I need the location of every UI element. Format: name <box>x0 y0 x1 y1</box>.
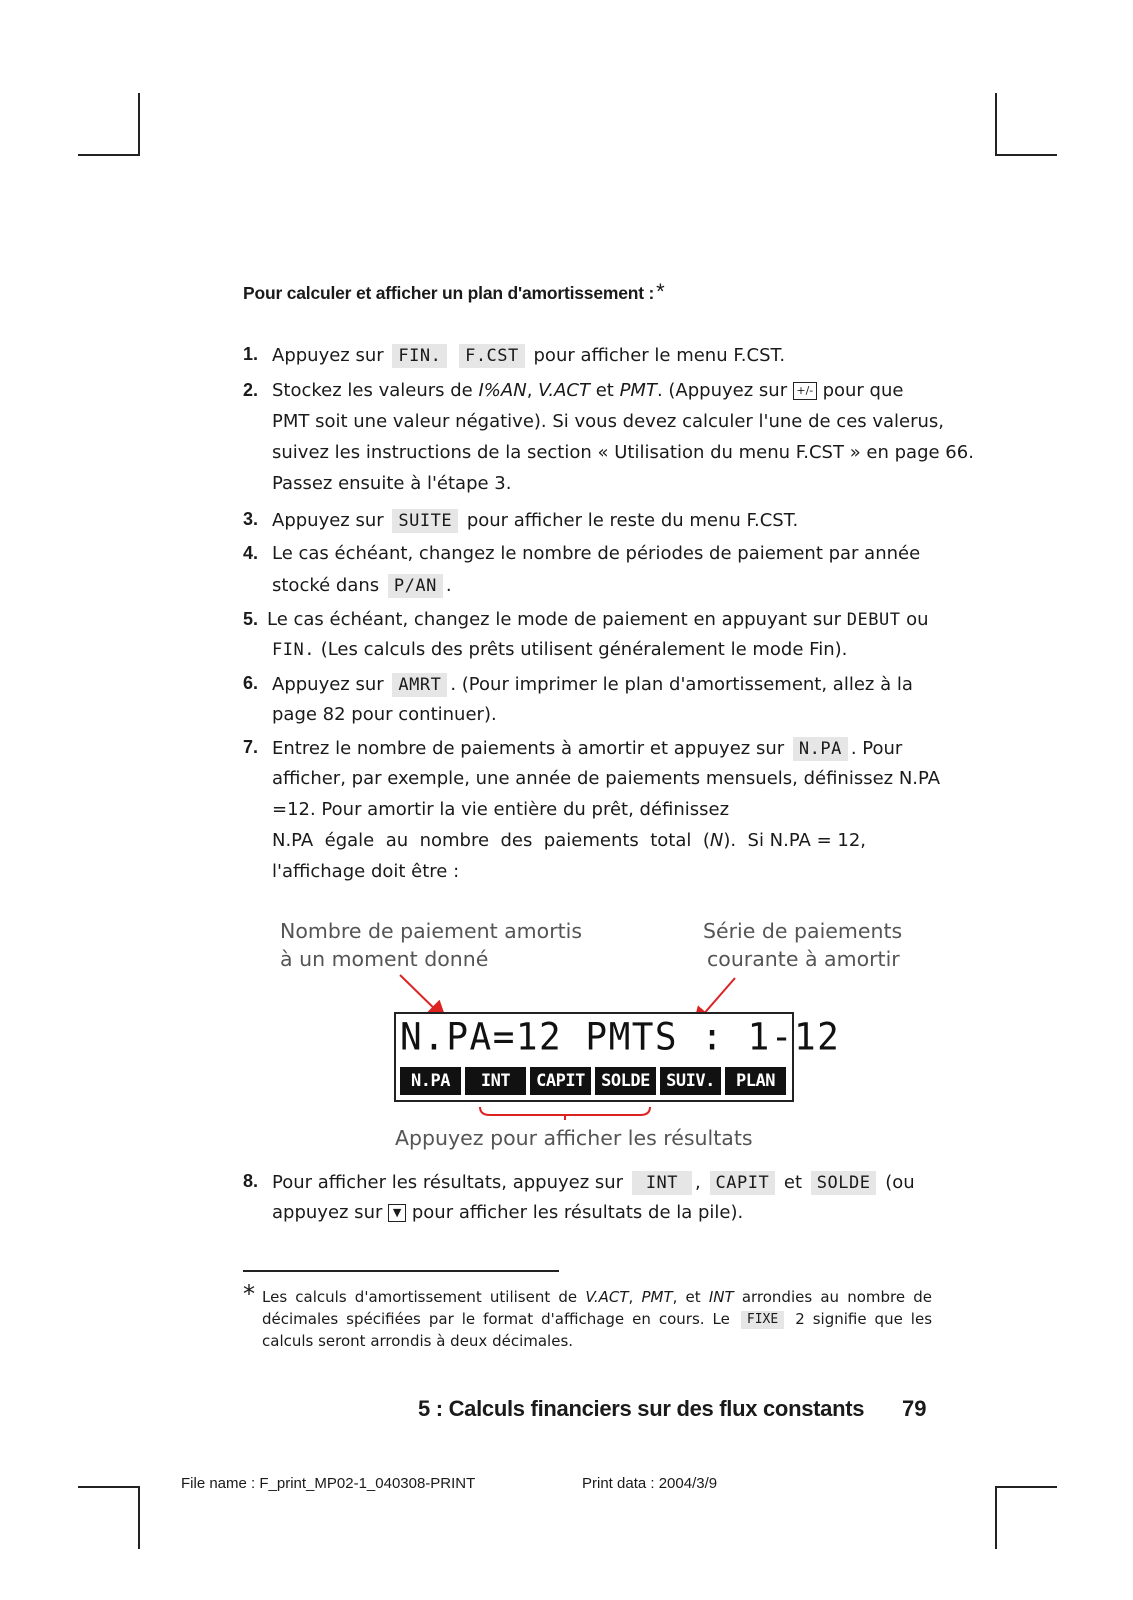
step-text: Appuyez sur <box>272 674 384 695</box>
step-line: suivez les instructions de la section « Utilisation du menu F.CST » en page 66. <box>272 442 974 463</box>
variable-name: V.ACT <box>538 380 590 401</box>
footnote-mark: * <box>243 1280 255 1308</box>
calculator-display <box>394 1012 841 1102</box>
int-softkey[interactable]: INT <box>632 1171 692 1195</box>
step-number: 7. <box>243 737 259 757</box>
footnote-part: Les calculs d'amortissement utilisent de <box>262 1288 586 1306</box>
step-line: afficher, par exemple, une année de paiements mensuels, définissez N.PA <box>272 768 941 789</box>
variable-name: N <box>709 830 724 851</box>
footnote-text <box>262 1286 932 1352</box>
step-text: pour afficher le menu F.CST. <box>533 345 786 366</box>
step-text: (Les calculs des prêts utilisent généralement le mode Fin). <box>320 639 848 660</box>
menu-npa[interactable]: N.PA <box>400 1067 461 1095</box>
variable-name: I%AN <box>478 380 527 401</box>
footnote-mark: * <box>656 279 665 304</box>
change-sign-key-icon[interactable]: +/- <box>793 382 817 400</box>
solde-softkey[interactable]: SOLDE <box>811 1171 877 1195</box>
step-number: 1. <box>243 344 259 364</box>
menu-suiv[interactable]: SUIV. <box>660 1067 721 1095</box>
npa-softkey[interactable]: N.PA <box>793 737 848 761</box>
step-text: . Pour <box>850 738 903 759</box>
step-text: N.PA égale au nombre des paiements total ( <box>272 830 710 851</box>
menu-int[interactable]: INT <box>465 1067 526 1095</box>
heading-text: Pour calculer et afficher un plan d'amortissement : <box>243 283 655 303</box>
debut-softkey[interactable]: DEBUT <box>846 610 901 630</box>
step-text: , <box>695 1172 701 1193</box>
display-menu-bar <box>400 1067 786 1095</box>
step-line: =12. Pour amortir la vie entière du prêt, définissez <box>272 799 730 820</box>
menu-capit[interactable]: CAPIT <box>530 1067 591 1095</box>
step-line: page 82 pour continuer). <box>272 704 497 725</box>
pan-softkey[interactable]: P/AN <box>388 574 443 598</box>
footnote-part: , <box>628 1288 642 1306</box>
menu-solde[interactable]: SOLDE <box>595 1067 656 1095</box>
variable-name: V.ACT <box>585 1288 629 1306</box>
step-text: (ou <box>885 1172 915 1193</box>
step-number: 6. <box>243 673 259 693</box>
step-text: et <box>783 1172 803 1193</box>
step-text: appuyez sur <box>272 1202 383 1223</box>
step-text: Appuyez sur <box>272 510 384 531</box>
step-text: pour afficher les résultats de la pile). <box>411 1202 744 1223</box>
capit-softkey[interactable]: CAPIT <box>710 1171 776 1195</box>
annotation-left: à un moment donné <box>280 947 489 971</box>
step-line: Passez ensuite à l'étape 3. <box>272 473 512 494</box>
annotation-left: Nombre de paiement amortis <box>280 919 583 943</box>
fin-softkey[interactable]: FIN. <box>272 640 315 660</box>
step-number: 2. <box>243 380 259 400</box>
step-text: pour afficher le reste du menu F.CST. <box>466 510 799 531</box>
amrt-softkey[interactable]: AMRT <box>392 673 447 697</box>
fixe-softkey[interactable]: FIXE <box>741 1311 784 1329</box>
step-text: Pour afficher les résultats, appuyez sur <box>272 1172 624 1193</box>
figure-caption: Appuyez pour afficher les résultats <box>395 1126 753 1150</box>
step-number: 8. <box>243 1171 259 1191</box>
step-text: Entrez le nombre de paiements à amortir et appuyez sur <box>272 738 785 759</box>
variable-name: PMT <box>619 380 657 401</box>
step-text: pour que <box>822 380 904 401</box>
step-number: 3. <box>243 509 259 529</box>
chapter-title: 5 : Calculs financiers sur des flux constants <box>418 1396 865 1421</box>
display-line: N.PA=12 PMTS : 1-12 <box>400 1015 841 1059</box>
print-data: Print data : 2004/3/9 <box>582 1475 718 1492</box>
suite-softkey[interactable]: SUITE <box>392 509 458 533</box>
footnote-part: arrondies au nombre de décimales spécifiées par le format d'affichage en cours. Le <box>262 1288 932 1328</box>
step-text: Le cas échéant, changez le mode de paiement en appuyant sur <box>267 609 842 630</box>
step-text: . (Pour imprimer le plan d'amortissement, allez à la <box>450 674 913 695</box>
fin-softkey[interactable]: FIN. <box>392 344 447 368</box>
step-line <box>272 1202 743 1224</box>
step-text: Stockez les valeurs de <box>272 380 479 401</box>
page-number: 79 <box>902 1396 927 1421</box>
step-text: . (Appuyez sur <box>656 380 788 401</box>
step-number: 4. <box>243 543 259 563</box>
footnote-part: 2 signifie que les calculs seront arrondis à deux décimales. <box>262 1310 933 1350</box>
annotation-right: courante à amortir <box>707 947 900 971</box>
annotation-right: Série de paiements <box>703 919 903 943</box>
step-text: , <box>526 380 539 401</box>
step-text: stocké dans <box>272 575 380 596</box>
step-text: et <box>590 380 620 401</box>
menu-plan[interactable]: PLAN <box>725 1067 786 1095</box>
footnote-rule <box>243 1270 559 1272</box>
file-name: File name : F_print_MP02-1_040308-PRINT <box>181 1475 476 1492</box>
step-line: Le cas échéant, changez le nombre de périodes de paiement par année <box>272 543 921 564</box>
step-text: ). Si N.PA = 12, <box>723 830 867 851</box>
step-line <box>272 1171 915 1195</box>
fcst-softkey[interactable]: F.CST <box>459 344 525 368</box>
down-arrow-key-icon[interactable]: ▼ <box>388 1204 406 1222</box>
step-number: 5. <box>243 609 259 629</box>
variable-name: PMT <box>641 1288 673 1306</box>
step-line: l'affichage doit être : <box>272 861 460 882</box>
variable-name: INT <box>708 1288 734 1306</box>
step-text: . <box>445 575 452 596</box>
step-text: ou <box>906 609 929 630</box>
menu-brace <box>480 1107 650 1115</box>
footnote-part: , et <box>672 1288 709 1306</box>
step-text: Appuyez sur <box>272 345 384 366</box>
step-line: PMT soit une valeur négative). Si vous devez calculer l'une de ces valerus, <box>272 411 945 432</box>
